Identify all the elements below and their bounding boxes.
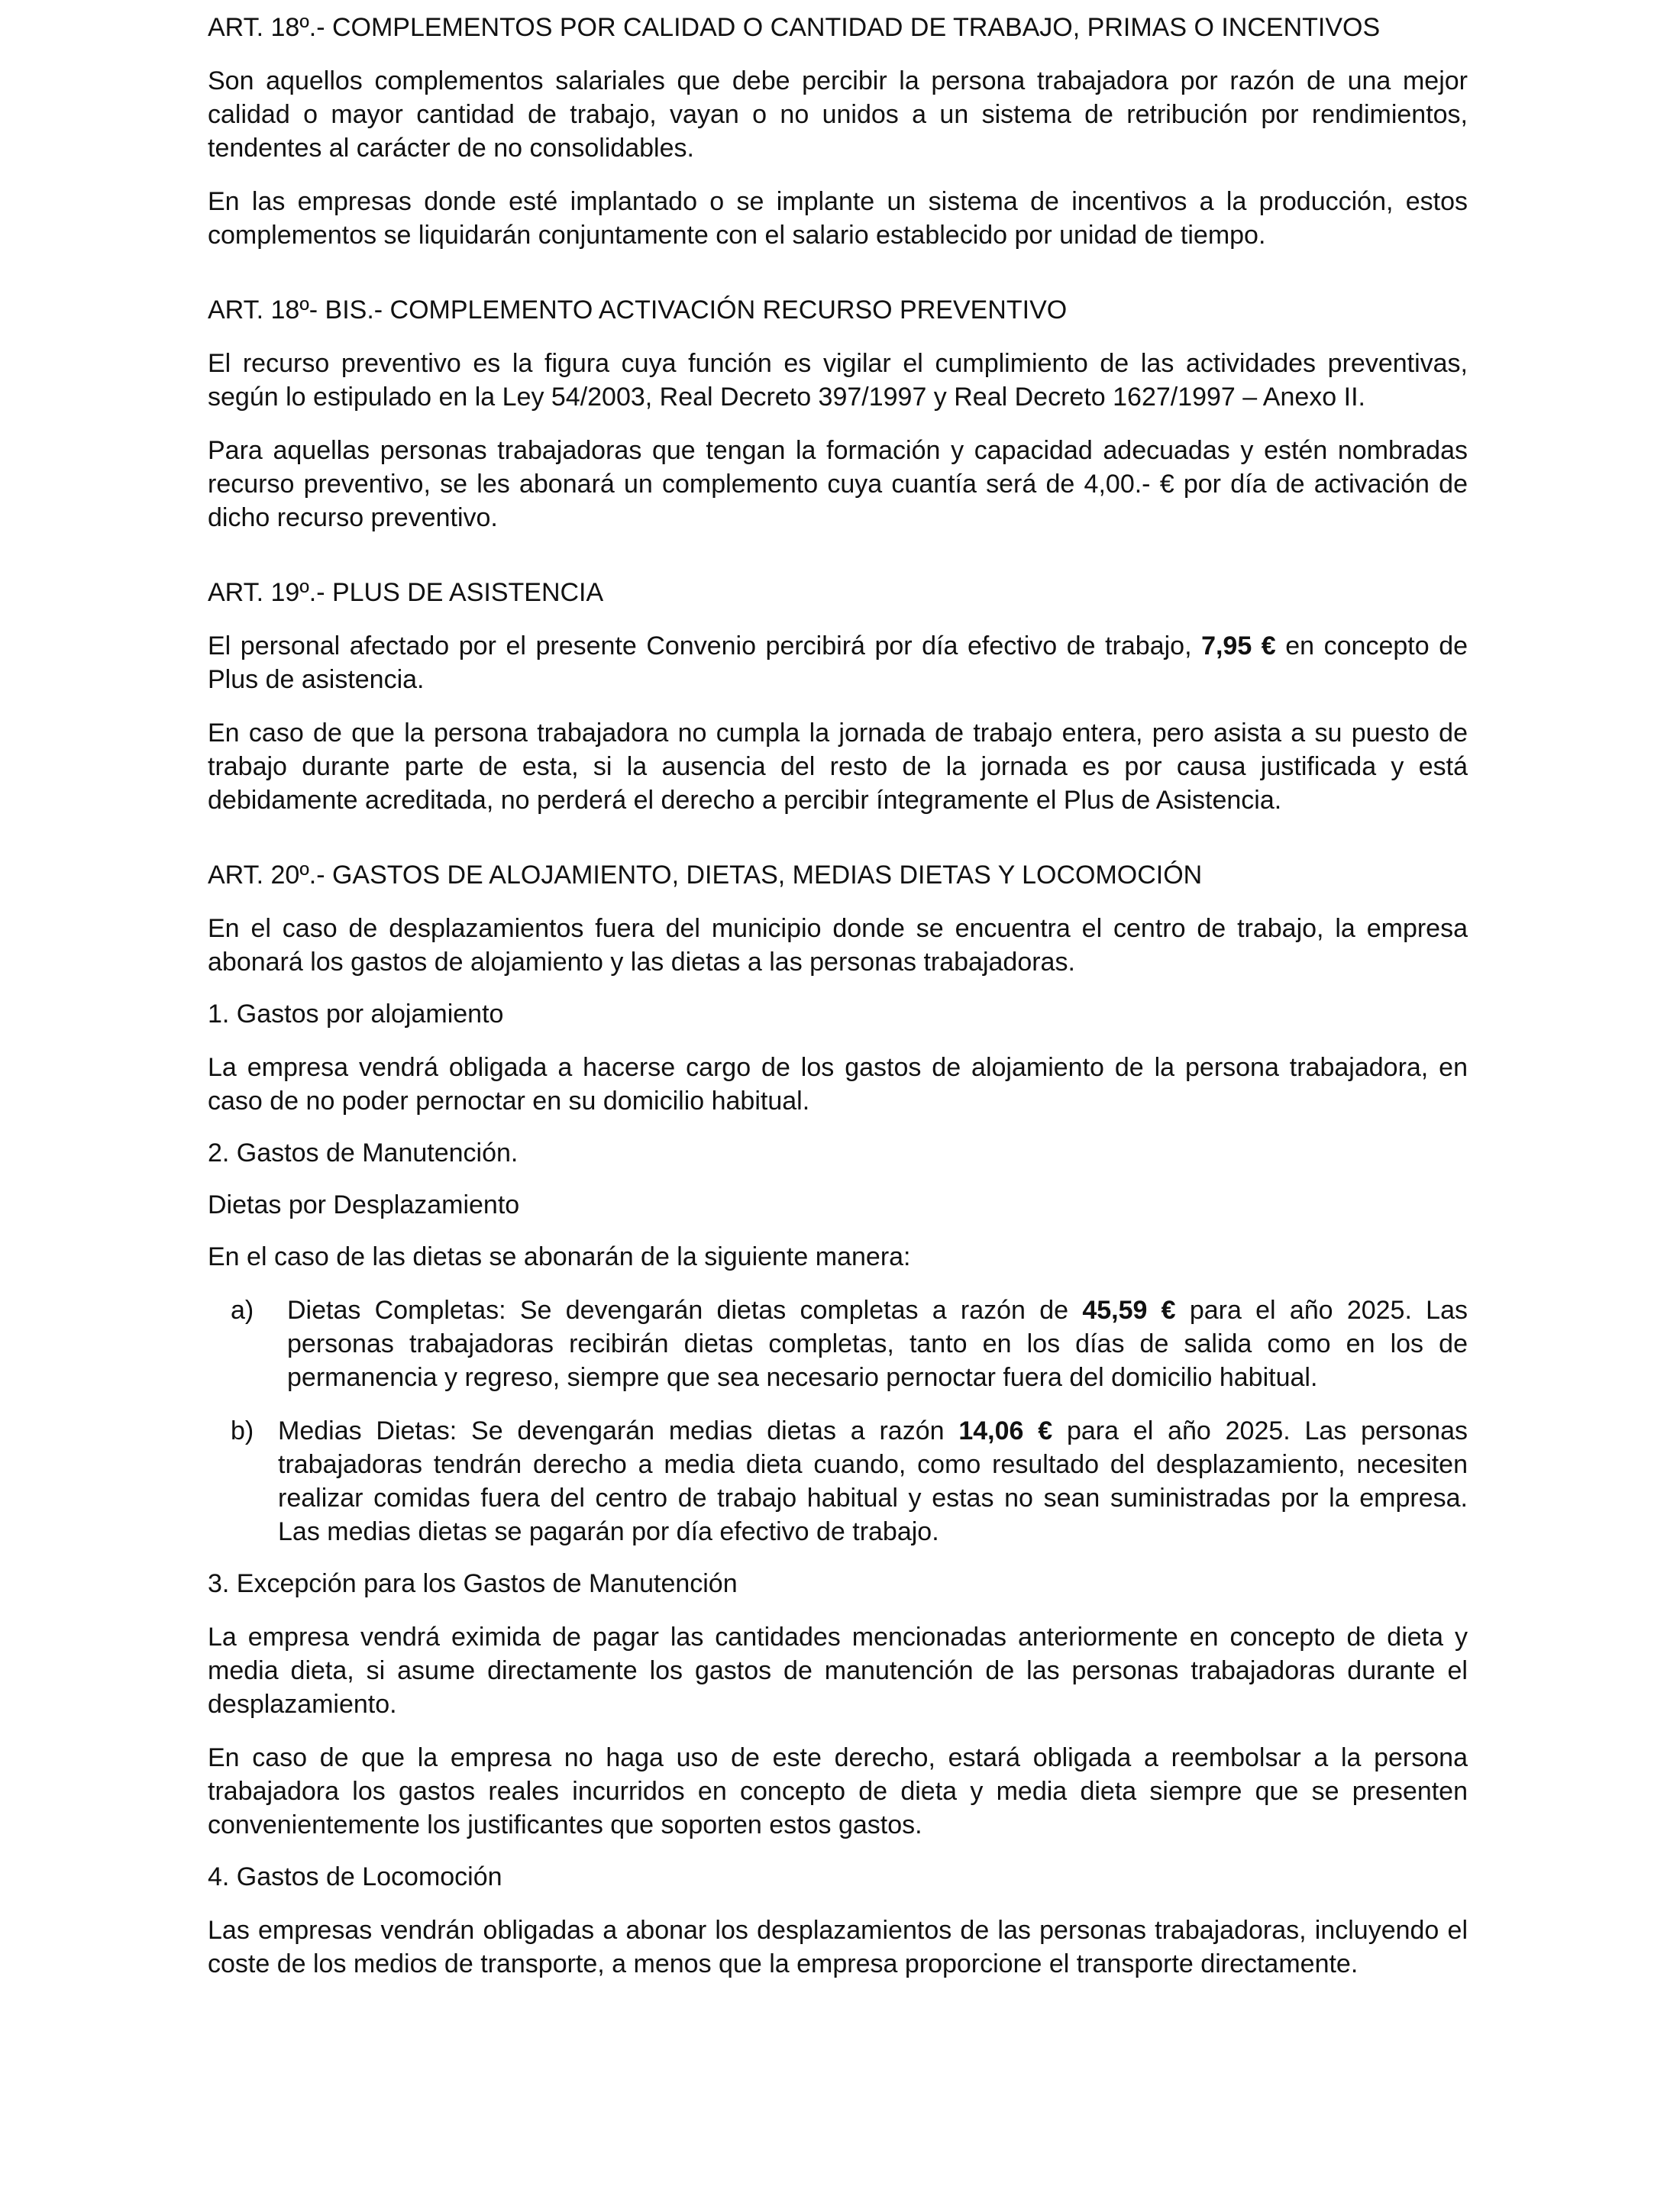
art20-section-3-title: 3. Excepción para los Gastos de Manutención xyxy=(208,1569,738,1598)
art20-section-4-text: Las empresas vendrán obligadas a abonar los desplazamientos de las personas trabajadoras, incluyendo el coste de los medios de transporte, a menos que la empresa proporcione el transporte directamente. xyxy=(208,1916,1468,1978)
art18-paragraph-1: Son aquellos complementos salariales que debe percibir la persona trabajadora por razón de una mejor calidad o mayor cantidad de trabajo, vayan o no unidos a un sistema de retribución por rendimientos, tendentes al carácter de no consolidables. xyxy=(208,66,1468,163)
item-a-amount: 45,59 € xyxy=(1082,1296,1176,1325)
art20-section-2-subtitle: Dietas por Desplazamiento xyxy=(208,1190,520,1219)
list-marker-a: a) xyxy=(231,1296,254,1325)
art20-section-3-paragraph-1: La empresa vendrá eximida de pagar las cantidades mencionadas anteriormente en concepto de dieta y media dieta, si asume directamente los gastos de manutención de las personas trabajadoras durante el desplazamiento. xyxy=(208,1623,1468,1719)
list-marker-b: b) xyxy=(231,1416,254,1445)
art18-heading: ART. 18º.- COMPLEMENTOS POR CALIDAD O CANTIDAD DE TRABAJO, PRIMAS O INCENTIVOS xyxy=(208,13,1381,42)
art18-paragraph-2: En las empresas donde esté implantado o se implante un sistema de incentivos a la producción, estos complementos se liquidarán conjuntamente con el salario establecido por unidad de tiempo. xyxy=(208,187,1468,250)
art18bis-paragraph-1: El recurso preventivo es la figura cuya función es vigilar el cumplimiento de las actividades preventivas, según lo estipulado en la Ley 54/2003, Real Decreto 397/1997 y Real Decreto 1627/1997 – Anexo II. xyxy=(208,349,1468,412)
list-item-b xyxy=(208,1414,1468,1549)
item-b-amount: 14,06 € xyxy=(958,1416,1053,1445)
art20-section-1-text: La empresa vendrá obligada a hacerse cargo de los gastos de alojamiento de la persona trabajadora, en caso de no poder pernoctar en su domicilio habitual. xyxy=(208,1053,1468,1116)
art19-plus-amount: 7,95 € xyxy=(1201,631,1276,660)
art20-heading: ART. 20º.- GASTOS DE ALOJAMIENTO, DIETAS, MEDIAS DIETAS Y LOCOMOCIÓN xyxy=(208,861,1203,890)
list-item-a xyxy=(208,1294,1468,1394)
art20-section-4-title: 4. Gastos de Locomoción xyxy=(208,1862,502,1891)
item-a-before: Dietas Completas: Se devengarán dietas completas a razón de xyxy=(287,1296,1083,1325)
art20-intro: En el caso de desplazamientos fuera del municipio donde se encuentra el centro de trabajo, la empresa abonará los gastos de alojamiento y las dietas a las personas trabajadoras. xyxy=(208,914,1468,977)
art19-p1-after: en concepto de Plus de asistencia. xyxy=(208,631,1468,694)
art19-paragraph-2: En caso de que la persona trabajadora no cumpla la jornada de trabajo entera, pero asista a su puesto de trabajo durante parte de esta, si la ausencia del resto de la jornada es por causa justificada y está debidamente acreditada, no perderá el derecho a percibir íntegramente el Plus de Asistencia. xyxy=(208,719,1468,815)
item-b-after: para el año 2025. Las personas trabajadoras tendrán derecho a media dieta cuando, como resultado del desplazamiento, necesiten realizar comidas fuera del centro de trabajo habitual y estas no sean suministradas por la empresa. Las medias dietas se pagarán por día efectivo de trabajo. xyxy=(278,1416,1468,1546)
art20-section-2-intro: En el caso de las dietas se abonarán de la siguiente manera: xyxy=(208,1242,911,1271)
art19-p1-before: El personal afectado por el presente Convenio percibirá por día efectivo de trabajo, xyxy=(208,631,1202,660)
art18bis-heading: ART. 18º- BIS.- COMPLEMENTO ACTIVACIÓN RECURSO PREVENTIVO xyxy=(208,296,1068,325)
item-a-after: para el año 2025. Las personas trabajadoras recibirán dietas completas, tanto en los días de salida como en los de permanencia y regreso, siempre que sea necesario pernoctar fuera del domicilio habitual. xyxy=(287,1296,1468,1392)
item-b-before: Medias Dietas: Se devengarán medias dietas a razón xyxy=(278,1416,959,1445)
art19-paragraph-1 xyxy=(208,629,1468,696)
art20-section-1-title: 1. Gastos por alojamiento xyxy=(208,1000,504,1029)
art20-section-3-paragraph-2: En caso de que la empresa no haga uso de este derecho, estará obligada a reembolsar a la persona trabajadora los gastos reales incurridos en concepto de dieta y media dieta siempre que se presenten convenientemente los justificantes que soporten estos gastos. xyxy=(208,1743,1468,1839)
document-page xyxy=(208,11,1468,1981)
art20-section-2-title: 2. Gastos de Manutención. xyxy=(208,1138,519,1168)
art18bis-paragraph-2: Para aquellas personas trabajadoras que tengan la formación y capacidad adecuadas y estén nombradas recurso preventivo, se les abonará un complemento cuya cuantía será de 4,00.- € por día de activación de dicho recurso preventivo. xyxy=(208,436,1468,532)
art19-heading: ART. 19º.- PLUS DE ASISTENCIA xyxy=(208,578,604,607)
